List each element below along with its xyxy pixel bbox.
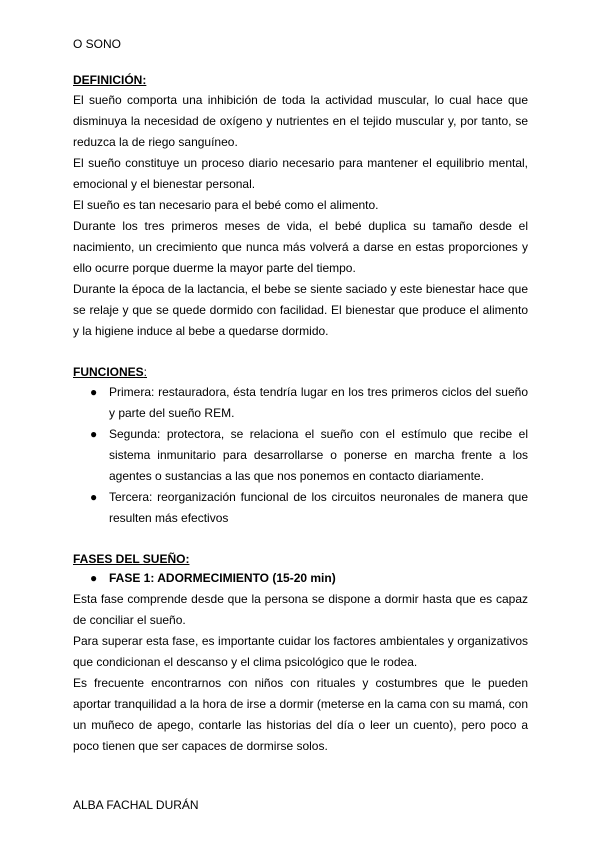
author-footer: ALBA FACHAL DURÁN — [73, 798, 199, 812]
list-item — [73, 424, 528, 487]
bullet-icon: ● — [90, 385, 98, 399]
fases-paragraph: Es frecuente encontrarnos con niños con rituales y costumbres que le pueden aportar tranquilidad a la hora de irse a dormir (meterse en la cama con su mamá, con un muñeco de apego, contarle las historias del día o leer un cuento), pero poco a poco tienen que ser capaces de dormirse solos. — [73, 676, 528, 753]
funciones-heading-text: FUNCIONES — [73, 365, 144, 379]
fases-heading: FASES DEL SUEÑO: — [73, 552, 190, 566]
funciones-heading-colon: : — [143, 365, 148, 379]
definicion-section — [73, 72, 528, 342]
fases-section — [73, 551, 528, 757]
definicion-paragraph: El sueño es tan necesario para el bebé como el alimento. — [73, 198, 379, 212]
bullet-icon: ● — [90, 571, 98, 585]
definicion-heading: DEFINICIÓN: — [73, 73, 147, 87]
list-item-text: Segunda: protectora, se relaciona el sueño con el estímulo que recibe el sistema inmunitario para desarrollarse o ponerse en marcha frente a los agentes o sustancias a las que nos ponemos en contacto diariamente. — [109, 427, 528, 483]
definicion-paragraph: Durante los tres primeros meses de vida, el bebé duplica su tamaño desde el nacimiento, un crecimiento que nunca más volverá a darse en estas proporciones y ello ocurre porque duerme la mayor parte del tiempo. — [73, 219, 528, 275]
list-item — [73, 382, 528, 424]
definicion-paragraph: El sueño constituye un proceso diario necesario para mantener el equilibrio mental, emocional y el bienestar personal. — [73, 156, 528, 191]
funciones-heading — [73, 364, 528, 380]
fases-paragraph: Para superar esta fase, es importante cuidar los factores ambientales y organizativos que condicionan el descanso y el clima psicológico que le rodea. — [73, 634, 528, 669]
list-item — [73, 487, 528, 529]
list-item-text: Tercera: reorganización funcional de los circuitos neuronales de manera que resulten más efectivos — [109, 490, 528, 525]
bullet-icon: ● — [90, 427, 98, 441]
document-title: O SONO — [73, 37, 122, 51]
funciones-list — [73, 382, 528, 529]
definicion-paragraph: Durante la época de la lactancia, el bebe se siente saciado y este bienestar hace que se relaje y que se quede dormido con facilidad. El bienestar que produce el alimento y la higiene induce al bebe a quedarse dormido. — [73, 282, 528, 338]
fase1-title-text: FASE 1: ADORMECIMIENTO (15-20 min) — [109, 571, 336, 585]
funciones-section — [73, 364, 528, 529]
bullet-icon: ● — [90, 490, 98, 504]
definicion-paragraph: El sueño comporta una inhibición de toda la actividad muscular, lo cual hace que disminuya la necesidad de oxígeno y nutrientes en el tejido muscular y, por tanto, se reduzca la de riego sanguíneo. — [73, 93, 528, 149]
list-item-text: Primera: restauradora, ésta tendría lugar en los tres primeros ciclos del sueño y parte del sueño REM. — [109, 385, 528, 420]
fases-paragraph: Esta fase comprende desde que la persona se dispone a dormir hasta que es capaz de conciliar el sueño. — [73, 592, 528, 627]
fase1-title — [73, 568, 528, 589]
